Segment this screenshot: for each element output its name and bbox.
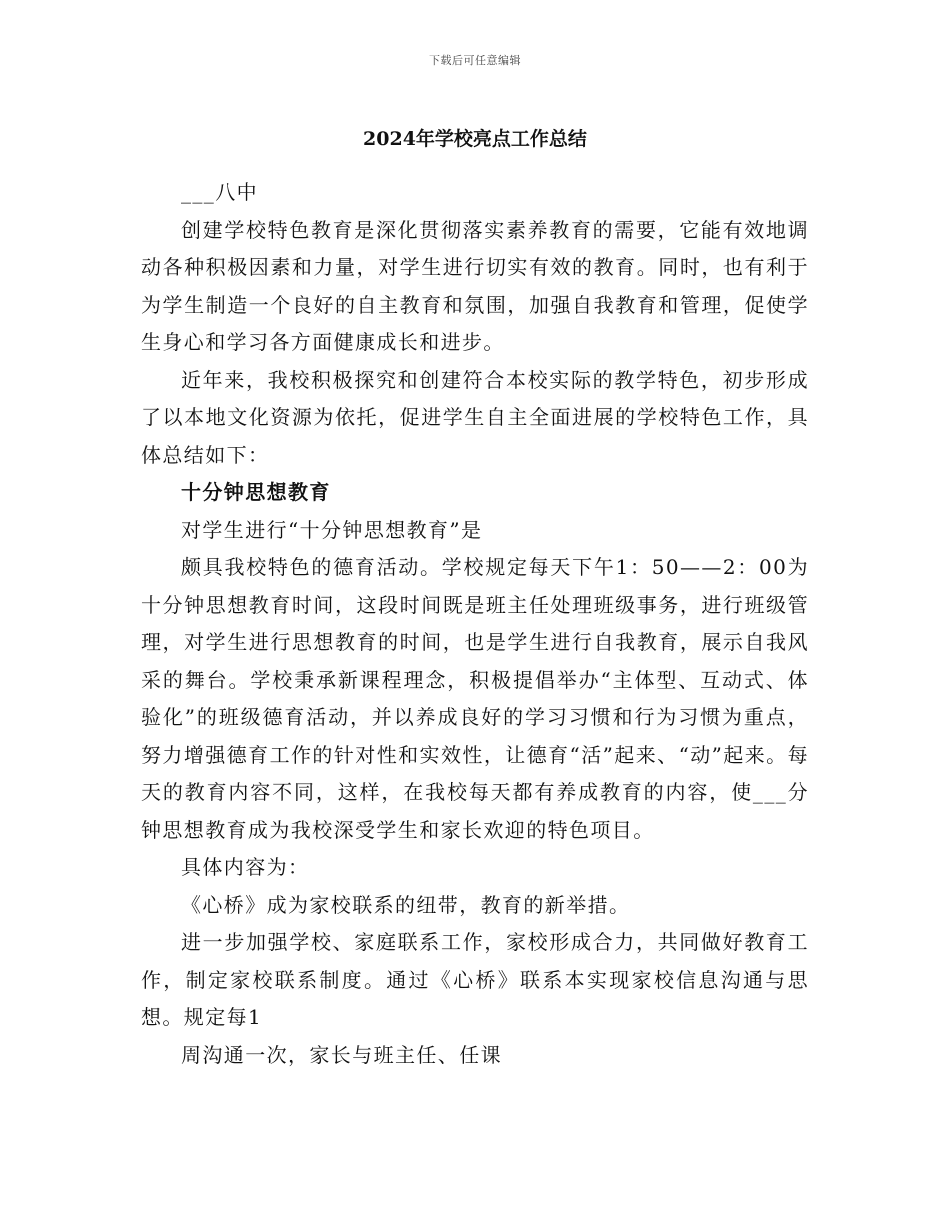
document-title: 2024年学校亮点工作总结 [363, 128, 587, 150]
section-paragraph: 《心桥》成为家校联系的纽带，教育的新举措。 [181, 892, 631, 917]
section-paragraph: 具体内容为： [181, 855, 310, 879]
author-line: ___八中 [181, 180, 258, 204]
document-body [141, 120, 809, 1074]
section-paragraph: 对学生进行“十分钟思想教育”是 [181, 517, 483, 542]
section-paragraph: 周沟通一次，家长与班主任、任课 [181, 1042, 502, 1067]
paragraph-overview: 近年来，我校积极探究和创建符合本校实际的教学特色，初步形成了以本地文化资源为依托，促进学生自主全面进展的学校特色工作，具体总结如下： [141, 367, 809, 467]
paragraph-intro: 创建学校特色教育是深化贯彻落实素养教育的需要，它能有效地调动各种积极因素和力量，对学生进行切实有效的教育。同时，也有利于为学生制造一个良好的自主教育和氛围，加强自我教育和管理，促使学生身心和学习各方面健康成长和进步。 [141, 217, 809, 354]
section-paragraph: 进一步加强学校、家庭联系工作，家校形成合力，共同做好教育工作，制定家校联系制度。通过《心桥》联系本实现家校信息沟通与思想。规定每1 [141, 930, 809, 1029]
page-header-note: 下载后可任意编辑 [429, 54, 521, 67]
section-paragraph: 颇具我校特色的德育活动。学校规定每天下午1：50——2：00为十分钟思想教育时间，这段时间既是班主任处理班级事务，进行班级管理，对学生进行思想教育的时间，也是学生进行自我教育，展示自我风采的舞台。学校秉承新课程理念，积极提倡举办“主体型、互动式、体验化”的班级德育活动，并以养成良好的学习习惯和行为习惯为重点，努力增强德育工作的针对性和实效性，让德育“活”起来、“动”起来。每天的教育内容不同，这样，在我校每天都有养成教育的内容，使___分钟思想教育成为我校深受学生和家长欢迎的特色项目。 [141, 555, 809, 842]
section-heading: 十分钟思想教育 [181, 480, 331, 504]
